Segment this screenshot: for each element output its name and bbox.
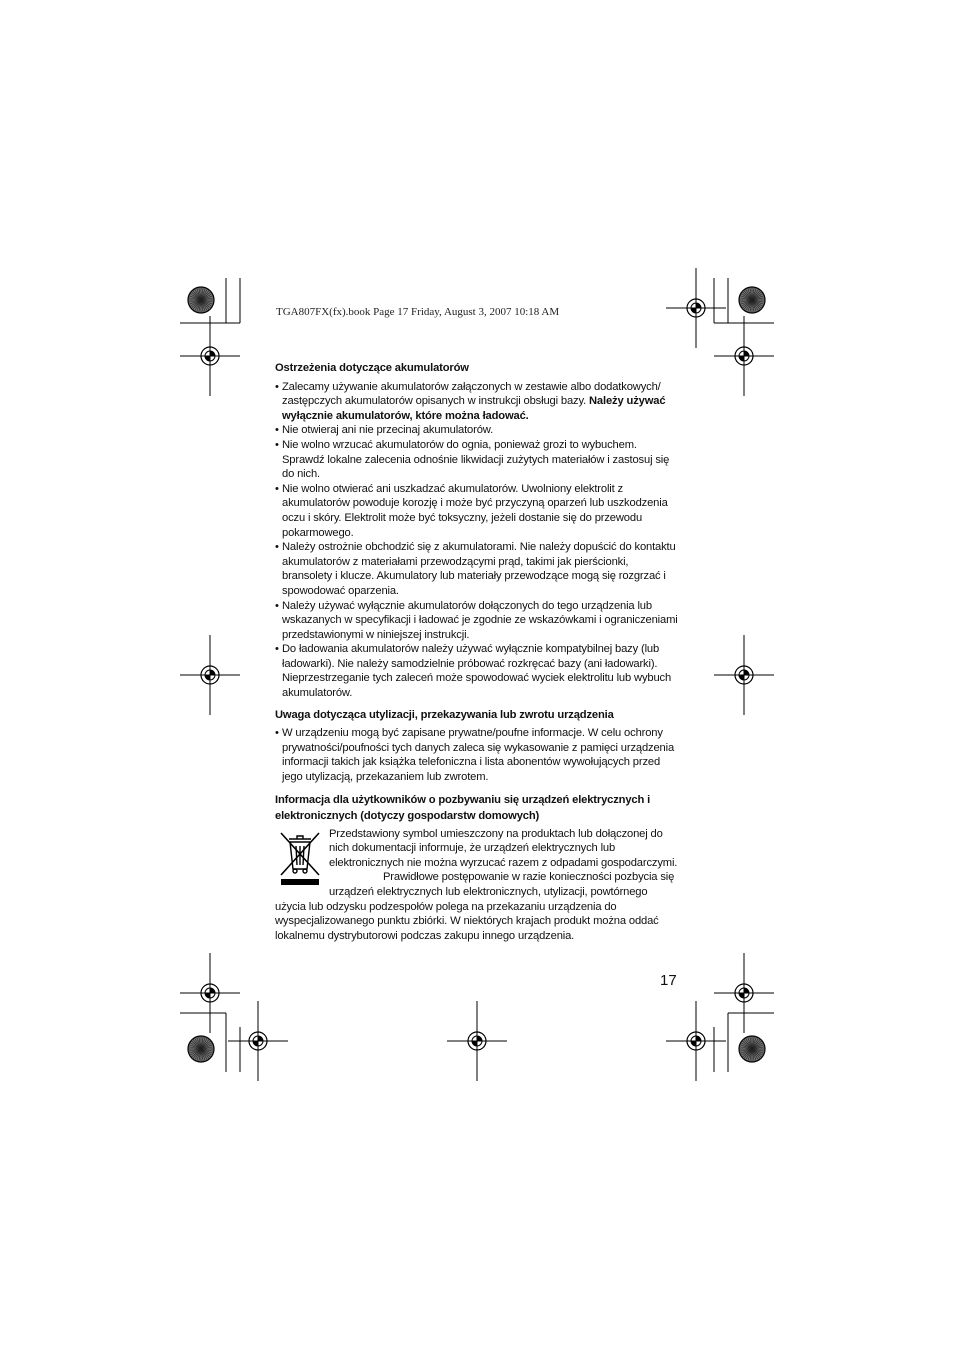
- book-info-header: TGA807FX(fx).book Page 17 Friday, August 3, 2007 10:18 AM: [276, 306, 560, 318]
- registration-mark: [180, 316, 240, 396]
- color-target-mark: [188, 287, 214, 313]
- registration-mark: [447, 1001, 507, 1081]
- weee-info-section: [275, 792, 681, 944]
- registration-mark: [714, 953, 774, 1033]
- registration-mark: [228, 1001, 288, 1081]
- list-item: • Do ładowania akumulatorów należy używać wyłącznie kompatybilnej bazy (lub ładowarki). Nie należy samodzielnie próbować rozkręcać bazy (ani ładowarki). Nieprzestrzeganie tych zaleceń może spowodować wyciek elektrolitu lub wybuch akumulatorów.: [275, 642, 681, 700]
- registration-mark: [666, 1001, 726, 1081]
- weee-paragraph-2: Prawidłowe postępowanie w razie konieczności pozbycia się urządzeń elektrycznych lub elektronicznych, utylizacji, powtórnego użycia lub odzysku podzespołów polega na przekazaniu urządzenia do wyspecjalizowanego punktu zbiórki. W niektórych krajach produkt można oddać lokalnemu dystrybutorowi podczas zakupu innego urządzenia.: [275, 871, 675, 942]
- list-item: • Zalecamy używanie akumulatorów załączonych w zestawie albo dodatkowych/ zastępczych akumulatorów opisanych w instrukcji obsługi bazy. Należy używać wyłącznie akumulatorów, które można ładować.: [275, 380, 681, 424]
- section-title: Uwaga dotycząca utylizacji, przekazywania lub zwrotu urządzenia: [275, 708, 614, 721]
- color-target-mark: [188, 1036, 214, 1062]
- battery-warnings-section: [275, 361, 681, 701]
- weee-info-body: [275, 827, 681, 944]
- list-item: • Należy używać wyłącznie akumulatorów dołączonych do tego urządzenia lub wskazanych w specyfikacji i ładować je zgodnie ze wskazówkami i ograniczeniami przedstawionymi w niniejszej instrukcji.: [275, 599, 681, 643]
- registration-mark: [180, 953, 240, 1033]
- registration-mark: [714, 316, 774, 396]
- registration-mark: [714, 635, 774, 715]
- registration-mark: [180, 635, 240, 715]
- section-title: Ostrzeżenia dotyczące akumulatorów: [275, 362, 469, 374]
- list-item: • Nie otwieraj ani nie przecinaj akumulatorów.: [275, 423, 681, 438]
- list-item: • W urządzeniu mogą być zapisane prywatne/poufne informacje. W celu ochrony prywatności/poufności tych danych zaleca się wykasowanie z pamięci urządzenia informacji takich jak książka telefoniczna i lista abonentów wywołujących przed jego utylizacją, przekazaniem lub zwrotem.: [275, 726, 681, 784]
- disposal-notice-section: [275, 708, 681, 785]
- page-content: [275, 361, 681, 943]
- list-item: • Nie wolno otwierać ani uszkadzać akumulatorów. Uwolniony elektrolit z akumulatorów powoduje korozję i może być przyczyną oparzeń lub uszkodzenia oczu i skóry. Elektrolit może być toksyczny, jeżeli dostanie się do przewodu pokarmowego.: [275, 482, 681, 540]
- disposal-notice-list: [275, 726, 681, 784]
- weee-paragraph-1: Przedstawiony symbol umieszczony na produktach lub dołączonej do nich dokumentacji informuje, że urządzeń elektrycznych lub elektronicznych nie można wyrzucać razem z odpadami gospodarczymi.: [329, 827, 678, 869]
- list-item: • Nie wolno wrzucać akumulatorów do ognia, ponieważ grozi to wybuchem. Sprawdź lokalne zalecenia odnośnie likwidacji zużytych materiałów i zastosuj się do nich.: [275, 438, 681, 482]
- color-target-mark: [739, 1036, 765, 1062]
- page-number: 17: [660, 972, 677, 989]
- battery-warnings-list: [275, 380, 681, 701]
- weee-crossed-bin-icon: [275, 827, 325, 891]
- registration-mark: [666, 268, 726, 348]
- list-item: • Należy ostrożnie obchodzić się z akumulatorami. Nie należy dopuścić do kontaktu akumulatorów z materiałami przewodzącymi prąd, takimi jak pierścionki, bransolety i klucze. Akumulatory lub materiały przewodzące mogą się rozgrzać i spowodować oparzenia.: [275, 540, 681, 598]
- color-target-mark: [739, 287, 765, 313]
- section-title: Informacja dla użytkowników o pozbywaniu się urządzeń elektrycznych i elektronicznych (dotyczy gospodarstw domowych): [275, 793, 651, 822]
